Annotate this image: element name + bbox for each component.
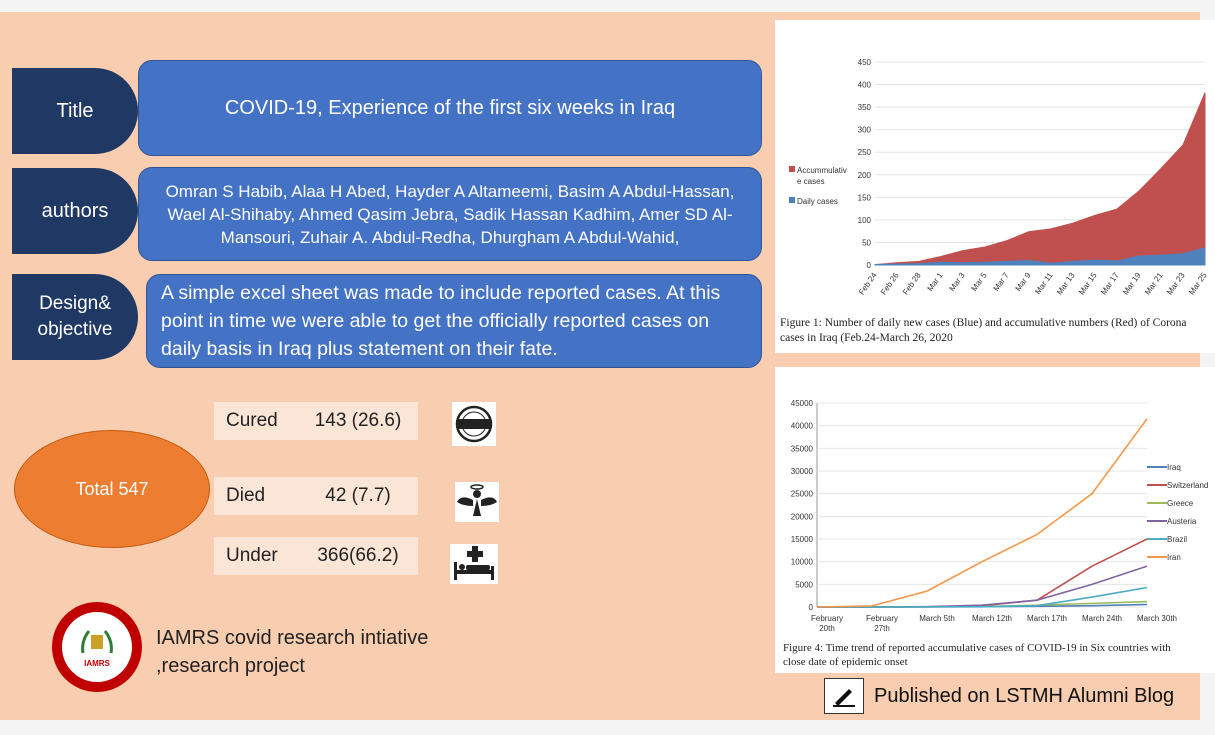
area-series-accumulative (875, 93, 1205, 265)
x-tick-label: Mar 11 (1033, 270, 1055, 297)
x-tick-label: Mar 1 (925, 270, 945, 293)
line-series-brazil (817, 588, 1147, 607)
slide (0, 12, 1209, 720)
blog-link[interactable] (824, 678, 1174, 714)
x-tick-label: Feb 26 (878, 270, 901, 297)
y-tick-label: 30000 (790, 467, 813, 476)
legend-label: Switzerland (1167, 481, 1209, 490)
figure-4-caption: Figure 4: Time trend of reported accumulative cases of COVID-19 in Six countries with close date of epidemic onset (783, 642, 1171, 668)
x-tick-label: Mar 9 (1013, 270, 1033, 293)
stat-label: Died (226, 485, 266, 506)
stat-value: 366(66.2) (317, 545, 399, 566)
pen-icon (824, 678, 864, 714)
stat-cured (214, 402, 418, 440)
line-series-iran (817, 419, 1147, 607)
x-tick-label: Mar 17 (1098, 270, 1121, 297)
x-tick-label: Mar 13 (1054, 270, 1077, 297)
y-tick-label: 5000 (795, 580, 813, 590)
hospital-bed-icon (450, 544, 498, 584)
title-box: COVID-19, Experience of the first six weeks in Iraq (138, 60, 762, 156)
figure-1-caption: Figure 1: Number of daily new cases (Blue) and accumulative numbers (Red) of Corona cases in Iraq (Feb.24-March 26, 2020 (780, 317, 1187, 344)
laurel-emblem-icon (79, 627, 115, 657)
x-tick-label: February (865, 614, 899, 623)
footer-line-1: IAMRS covid research intiative (156, 627, 429, 649)
y-tick-label: 50 (862, 238, 871, 248)
y-tick-label: 40000 (790, 421, 813, 431)
legend-label: Accummulativ (797, 166, 847, 175)
y-tick-label: 15000 (790, 535, 813, 544)
legend-label: e cases (797, 177, 825, 186)
stat-value: 143 (26.6) (314, 410, 402, 431)
research-initiative-text (156, 624, 428, 680)
y-tick-label: 45000 (790, 399, 813, 408)
figure-4-chart (775, 367, 1215, 632)
x-tick-label: Feb 28 (900, 270, 923, 297)
figure-4-panel (775, 367, 1215, 673)
x-tick-label: Mar 3 (947, 270, 967, 293)
x-tick-label: Mar 19 (1120, 270, 1143, 297)
legend-label: Daily cases (797, 197, 838, 206)
y-tick-label: 10000 (790, 557, 813, 567)
footer-line-2: ,research project (156, 655, 305, 677)
y-tick-label: 200 (857, 170, 871, 180)
blog-text: Published on LSTMH Alumni Blog (874, 684, 1175, 707)
x-tick-label: March 5th (919, 614, 955, 623)
legend-label: Greece (1167, 499, 1194, 508)
stat-label: Cured (226, 410, 278, 431)
legend-label: Iran (1167, 553, 1181, 562)
x-tick-label: Mar 15 (1076, 270, 1099, 297)
x-tick-label: February (810, 614, 844, 623)
stat-value: 42 (7.7) (325, 485, 391, 506)
x-tick-label-line2: 20th (819, 624, 835, 633)
x-tick-label: March 17th (1026, 614, 1068, 623)
design-label: Design& objective (12, 274, 138, 360)
stat-died (214, 477, 418, 515)
y-tick-label: 0 (866, 261, 871, 270)
y-tick-label: 25000 (790, 489, 813, 499)
x-tick-label: Feb 24 (856, 270, 879, 297)
x-tick-label: March 12th (971, 614, 1013, 623)
legend-label: Austeria (1167, 517, 1197, 526)
y-tick-label: 0 (808, 603, 813, 612)
x-tick-label: March 24th (1081, 614, 1123, 623)
iamrs-logo (52, 602, 142, 692)
design-box: A simple excel sheet was made to include reported cases. At this point in time we were able to get the officially reported cases on daily basis in Iraq plus statement on their fate. (146, 274, 762, 368)
y-tick-label: 100 (857, 215, 871, 225)
y-tick-label: 20000 (790, 512, 813, 522)
x-tick-label-line2: 27th (874, 624, 890, 633)
stat-under (214, 537, 418, 575)
legend-swatch (789, 166, 795, 172)
x-tick-label: Mar 25 (1186, 270, 1209, 297)
legend-label: Iraq (1167, 463, 1181, 472)
y-tick-label: 400 (857, 80, 871, 90)
title-label: Title (12, 68, 138, 154)
y-tick-label: 150 (857, 193, 871, 203)
x-tick-label: Mar 5 (969, 270, 989, 293)
line-series-austeria (817, 566, 1147, 607)
y-tick-label: 35000 (790, 444, 813, 454)
legend-label: Brazil (1167, 535, 1188, 544)
legend-swatch (789, 197, 795, 203)
total-ellipse: Total 547 (14, 430, 210, 548)
y-tick-label: 250 (857, 148, 871, 158)
authors-label: authors (12, 168, 138, 254)
x-tick-label: Mar 7 (991, 270, 1011, 293)
x-tick-label: March 30th (1136, 614, 1178, 623)
stat-label: Under (226, 545, 278, 566)
angel-icon (455, 482, 499, 522)
logo-text: IAMRS (84, 658, 110, 668)
y-tick-label: 350 (857, 103, 871, 113)
figure-1-panel (775, 20, 1215, 353)
y-tick-label: 450 (857, 58, 871, 67)
y-tick-label: 300 (857, 125, 871, 135)
x-tick-label: Mar 23 (1164, 270, 1187, 297)
cured-stamp-icon (452, 402, 496, 446)
x-tick-label: Mar 21 (1142, 270, 1165, 297)
authors-box: Omran S Habib, Alaa H Abed, Hayder A Altameemi, Basim A Abdul-Hassan, Wael Al-Shihaby, Ahmed Qasim Jebra, Sadik Hassan Kadhim, Amer SD Al-Mansouri, Zuhair A. Abdul-Redha, Dhurgham A Abdul-Wahid, (138, 167, 762, 261)
figure-1-chart (775, 20, 1215, 305)
